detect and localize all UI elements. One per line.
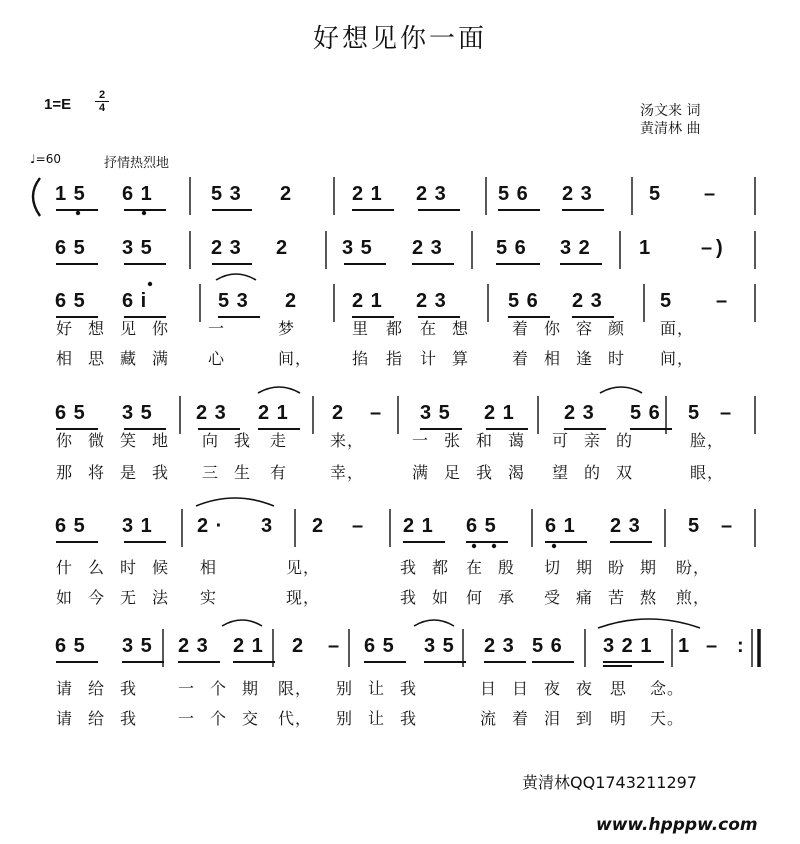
lyric-char: 我 [152, 463, 170, 482]
note-group: 3 [261, 515, 274, 537]
lyric-char: 苦 [608, 588, 626, 607]
lyric-char: 一 [178, 709, 196, 728]
lyric-char: 里 [352, 319, 370, 338]
time-signature-bottom: 4 [95, 101, 109, 114]
lyric-char: 别 [336, 709, 354, 728]
octave-dot [472, 544, 476, 548]
lyric-char: 在 [420, 319, 438, 338]
lyric-char: 望 [552, 463, 570, 482]
lyric-char: 时 [608, 349, 626, 368]
octave-dot [148, 282, 152, 286]
note-group: 2 3 [562, 183, 593, 205]
lyric-char: 逢 [576, 349, 594, 368]
note-group: 2 3 [416, 183, 447, 205]
octave-dot [492, 544, 496, 548]
lyric-char: 给 [88, 709, 106, 728]
lyric-char: 痛 [576, 588, 594, 607]
lyric-char: 明 [610, 709, 628, 728]
lyric-char: 什 [56, 558, 74, 577]
lyric-char: 想 [88, 319, 106, 338]
lyric-char: 限， [278, 679, 313, 698]
lyric-char: 间， [660, 349, 695, 368]
lyric-char: 我 [400, 588, 418, 607]
lyric-char: 的 [584, 463, 602, 482]
note-group: 2 1 [233, 635, 264, 657]
lyric-char: 的 [616, 431, 634, 450]
lyric-char: 今 [88, 588, 106, 607]
note-group: 2 [276, 237, 289, 259]
note-group: 2 [285, 290, 298, 312]
lyric-char: 熬 [640, 588, 658, 607]
note-group: – [328, 635, 341, 657]
lyric-char: 蔼 [508, 431, 526, 450]
note-group: 3 2 [560, 237, 591, 259]
lyric-char: 天。 [650, 709, 685, 728]
lyric-char: 幸， [330, 463, 365, 482]
lyric-char: 我 [120, 679, 138, 698]
lyric-char: 流 [480, 709, 498, 728]
lyric-char: 在 [466, 558, 484, 577]
note-group: ) [716, 237, 724, 259]
note-group: – [704, 183, 717, 205]
lyric-char: 泪 [544, 709, 562, 728]
lyric-char: 你 [544, 319, 562, 338]
lyric-char: 是 [120, 463, 138, 482]
lyric-char: 间， [278, 349, 313, 368]
note-group: 3 5 [122, 635, 153, 657]
lyric-char: 梦 [278, 319, 296, 338]
lyric-char: 期 [640, 558, 658, 577]
lyric-char: 满 [412, 463, 430, 482]
slur [414, 620, 454, 626]
lyric-char: 盼， [676, 558, 711, 577]
note-group: 2 · [197, 515, 224, 537]
lyric-char: 一 [208, 319, 226, 338]
note-group: 6 1 [545, 515, 576, 537]
lyric-char: 我 [120, 709, 138, 728]
octave-dot [142, 211, 146, 215]
lyric-char: 日 [480, 679, 498, 698]
lyric-char: 有 [270, 463, 288, 482]
note-group: 3 5 [420, 402, 451, 424]
note-group: 3 5 [122, 237, 153, 259]
octave-dot [552, 544, 556, 548]
lyric-char: 满 [152, 349, 170, 368]
note-group: 2 1 [352, 290, 383, 312]
lyric-char: 和 [476, 431, 494, 450]
note-group: 6 1 [122, 183, 153, 205]
lyric-char: 着 [512, 319, 530, 338]
note-group: – [352, 515, 365, 537]
note-group: 2 [292, 635, 305, 657]
key-signature: 1=E [44, 96, 72, 113]
note-group: 2 3 [412, 237, 443, 259]
note-group: 2 1 [403, 515, 434, 537]
note-group: 2 1 [258, 402, 289, 424]
note-group: 6 5 [55, 515, 86, 537]
lyric-char: 别 [336, 679, 354, 698]
note-group: 5 6 [508, 290, 539, 312]
note-group: 5 [660, 290, 673, 312]
lyric-char: 法 [152, 588, 170, 607]
lyric-char: 期 [242, 679, 260, 698]
lyric-char: 颜 [608, 319, 626, 338]
lyric-char: 笑 [120, 431, 138, 450]
lyric-char: 眼， [690, 463, 725, 482]
lyric-char: 夜 [544, 679, 562, 698]
tempo-marking: ♩=60 [30, 152, 61, 166]
lyric-char: 向 [202, 431, 220, 450]
note-group: 3 5 [122, 402, 153, 424]
lyric-char: 都 [386, 319, 404, 338]
lyricist-credit: 汤文来 词 [640, 103, 701, 119]
lyric-char: 交 [242, 709, 260, 728]
note-group: 2 3 [416, 290, 447, 312]
note-group: 2 [280, 183, 293, 205]
note-group: 5 6 [498, 183, 529, 205]
note-group: 2 3 [564, 402, 595, 424]
lyric-char: 到 [576, 709, 594, 728]
lyric-char: 相 [544, 349, 562, 368]
note-group: 5 [649, 183, 662, 205]
lyric-char: 给 [88, 679, 106, 698]
lyric-char: 煎， [676, 588, 711, 607]
lyric-char: 双 [616, 463, 634, 482]
lyric-char: 张 [444, 431, 462, 450]
note-group: 5 3 [218, 290, 249, 312]
lyric-char: 思 [610, 679, 628, 698]
slur [598, 619, 700, 628]
note-group: 6 5 [466, 515, 497, 537]
lyric-char: 可 [552, 431, 570, 450]
expression-marking: 抒情热烈地 [104, 156, 170, 171]
lyric-char: 算 [452, 349, 470, 368]
lyric-char: 着 [512, 349, 530, 368]
note-group: 5 6 [496, 237, 527, 259]
lyric-char: 个 [210, 709, 228, 728]
note-group: 5 [688, 515, 701, 537]
lyric-char: 实 [200, 588, 218, 607]
lyric-char: 三 [202, 463, 220, 482]
lyric-char: 微 [88, 431, 106, 450]
lyric-char: 将 [88, 463, 106, 482]
note-group: 1 [639, 237, 652, 259]
note-group: 2 3 [572, 290, 603, 312]
lyric-char: 生 [234, 463, 252, 482]
lyric-char: 脸， [690, 431, 725, 450]
lyric-char: 现， [286, 588, 321, 607]
note-group: 6 5 [55, 635, 86, 657]
lyric-char: 着 [512, 709, 530, 728]
slur [258, 387, 300, 393]
lyric-char: 那 [56, 463, 74, 482]
watermark: www.hpppw.com [596, 815, 758, 835]
lyric-char: 容 [576, 319, 594, 338]
lyric-char: 如 [56, 588, 74, 607]
note-group: 2 [312, 515, 325, 537]
lyric-char: 走 [270, 431, 288, 450]
note-group: – [720, 402, 733, 424]
lyric-char: 相 [56, 349, 74, 368]
lyric-char: 一 [412, 431, 430, 450]
note-group: – [701, 237, 714, 259]
lyric-char: 想 [452, 319, 470, 338]
note-group: 5 6 [532, 635, 563, 657]
note-group: 2 [332, 402, 345, 424]
lyric-char: 么 [88, 558, 106, 577]
note-group: 6 5 [364, 635, 395, 657]
lyric-char: 亲 [584, 431, 602, 450]
lyric-char: 来， [330, 431, 365, 450]
note-group: 1 5 [55, 183, 86, 205]
lyric-char: 你 [152, 319, 170, 338]
lyric-char: 我 [400, 558, 418, 577]
lyric-char: 我 [400, 679, 418, 698]
note-group: 1 [678, 635, 691, 657]
lyric-char: 代， [278, 709, 313, 728]
lyric-char: 切 [544, 558, 562, 577]
lyric-char: 我 [476, 463, 494, 482]
repeat-open-paren [33, 178, 40, 216]
note-group: 5 6 [630, 402, 661, 424]
lyric-char: 面， [660, 319, 695, 338]
lyric-char: 见， [286, 558, 321, 577]
note-group: 2 1 [352, 183, 383, 205]
note-group: 5 3 [211, 183, 242, 205]
note-group: 6 5 [55, 402, 86, 424]
slur [222, 620, 262, 626]
lyric-char: 我 [400, 709, 418, 728]
note-group: 2 1 [484, 402, 515, 424]
note-group: – [716, 290, 729, 312]
slur [216, 274, 256, 280]
lyric-char: 都 [432, 558, 450, 577]
lyric-char: 渴 [508, 463, 526, 482]
lyric-char: 请 [56, 679, 74, 698]
lyric-char: 殷 [498, 558, 516, 577]
note-group: : [737, 635, 745, 657]
note-group: – [706, 635, 719, 657]
note-group: 3 2 1 [603, 635, 653, 657]
lyric-char: 日 [512, 679, 530, 698]
note-group: 6 5 [55, 290, 86, 312]
lyric-char: 好 [56, 319, 74, 338]
lyric-char: 期 [576, 558, 594, 577]
lyric-char: 何 [466, 588, 484, 607]
lyric-char: 我 [234, 431, 252, 450]
lyric-char: 计 [420, 349, 438, 368]
lyric-char: 无 [120, 588, 138, 607]
note-group: 6 5 [55, 237, 86, 259]
composer-credit: 黄清林 曲 [640, 121, 701, 137]
lyric-char: 相 [200, 558, 218, 577]
note-group: 2 3 [484, 635, 515, 657]
lyric-char: 让 [368, 679, 386, 698]
footer-credit: 黄清林QQ1743211297 [522, 773, 697, 792]
lyric-char: 你 [56, 431, 74, 450]
note-group: – [370, 402, 383, 424]
lyric-char: 请 [56, 709, 74, 728]
lyric-char: 如 [432, 588, 450, 607]
lyric-char: 思 [88, 349, 106, 368]
note-group: 6 i [122, 290, 148, 312]
lyric-char: 见 [120, 319, 138, 338]
note-group: 2 3 [196, 402, 227, 424]
lyric-char: 个 [210, 679, 228, 698]
slur [196, 498, 274, 506]
lyric-char: 地 [152, 431, 170, 450]
lyric-char: 受 [544, 588, 562, 607]
lyric-char: 藏 [120, 349, 138, 368]
slur [600, 387, 642, 393]
lyric-char: 指 [386, 349, 404, 368]
lyric-char: 盼 [608, 558, 626, 577]
note-group: 3 5 [342, 237, 373, 259]
note-group: 5 [688, 402, 701, 424]
lyric-char: 夜 [576, 679, 594, 698]
time-signature-top: 2 [98, 89, 106, 101]
note-group: 2 3 [610, 515, 641, 537]
lyric-char: 心 [208, 349, 226, 368]
lyric-char: 承 [498, 588, 516, 607]
lyric-char: 候 [152, 558, 170, 577]
note-group: 2 3 [211, 237, 242, 259]
octave-dot [76, 211, 80, 215]
lyric-char: 一 [178, 679, 196, 698]
note-group: 2 3 [178, 635, 209, 657]
note-group: 3 1 [122, 515, 153, 537]
lyric-char: 足 [444, 463, 462, 482]
page-title: 好想见你一面 [312, 24, 487, 54]
lyric-char: 让 [368, 709, 386, 728]
lyric-char: 时 [120, 558, 138, 577]
lyric-char: 念。 [650, 679, 685, 698]
note-group: – [721, 515, 734, 537]
note-group: 3 5 [424, 635, 455, 657]
lyric-char: 掐 [352, 349, 370, 368]
